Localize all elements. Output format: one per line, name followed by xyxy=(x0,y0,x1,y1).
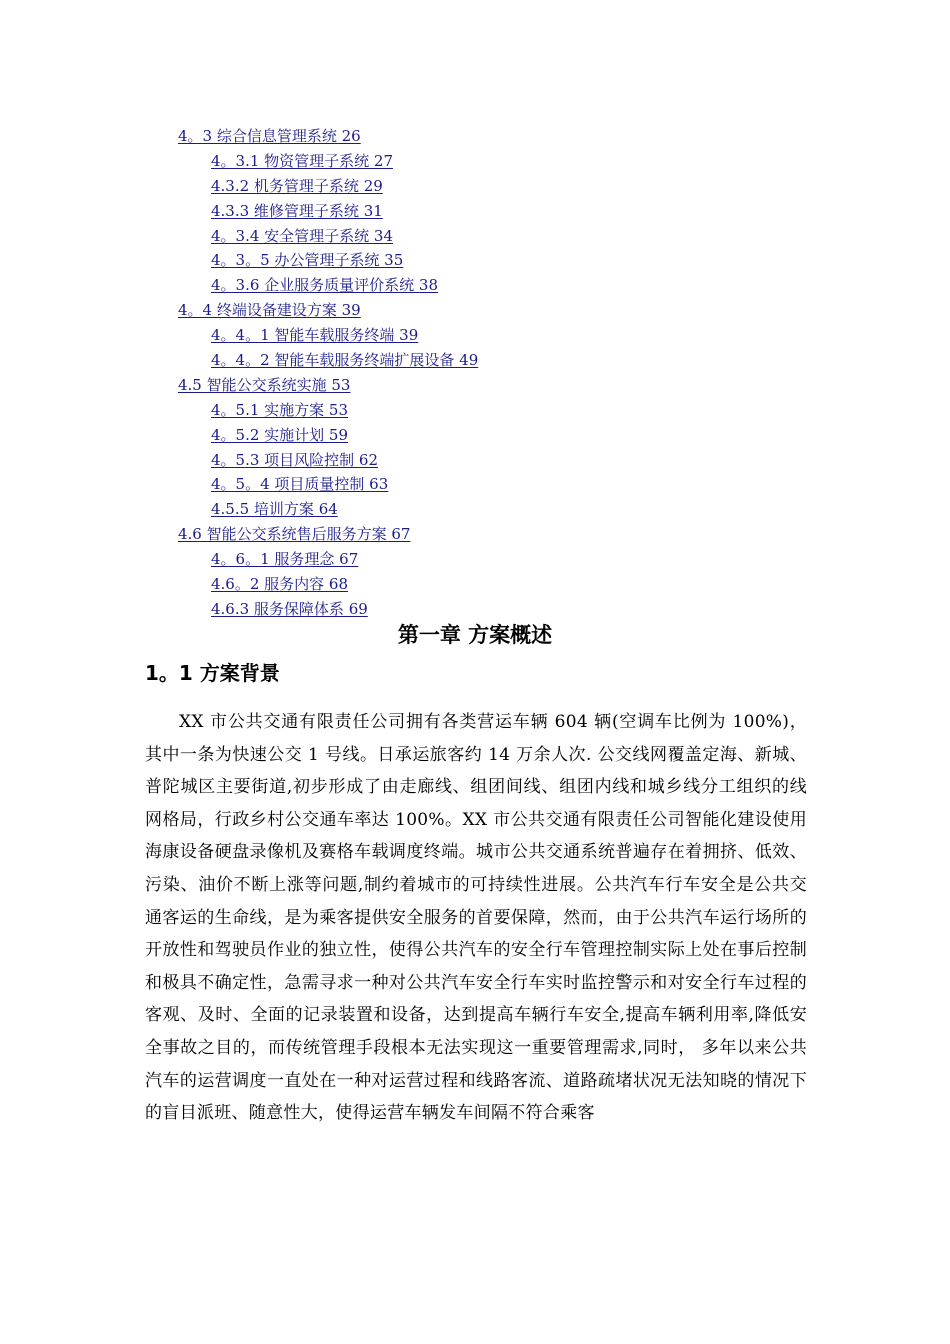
toc-item[interactable] xyxy=(0,273,950,298)
toc-link[interactable]: 4.6。2 服务内容 68 xyxy=(211,575,349,594)
toc-link[interactable]: 4.6 智能公交系统售后服务方案 67 xyxy=(178,525,411,544)
toc-link[interactable]: 4。4。2 智能车载服务终端扩展设备 49 xyxy=(211,351,479,370)
toc-item[interactable] xyxy=(0,423,950,448)
toc-link[interactable]: 4.5 智能公交系统实施 53 xyxy=(178,375,351,394)
toc-item[interactable] xyxy=(0,448,950,473)
toc-link[interactable]: 4。5.1 实施方案 53 xyxy=(211,400,349,419)
toc-link[interactable]: 4.3.3 维修管理子系统 31 xyxy=(211,201,383,220)
toc-item[interactable] xyxy=(0,199,950,224)
toc-link[interactable]: 4。3.1 物资管理子系统 27 xyxy=(211,151,394,170)
toc-item[interactable] xyxy=(0,124,950,149)
toc-link[interactable]: 4。3.6 企业服务质量评价系统 38 xyxy=(211,276,439,295)
body-paragraph: XX 市公共交通有限责任公司拥有各类营运车辆 604 辆(空调车比例为 100%)， 其中一条为快速公交 1 号线。日承运旅客约 14 万余人次. 公交线网覆盖定海、新城、普陀城区主要街道,初步形成了由走廊线、组团间线、组团内线和城乡线分工组织的线网格局，行政乡村公交通车率达 100%。XX 市公共交通有限责任公司智能化建设使用海康设备硬盘录像机及赛格车载调度终端。城市公共交通系统普遍存在着拥挤、低效、污染、油价不断上涨等问题,制约着城市的可持续性进展。公共汽车行车安全是公共交通客运的生命线，是为乘客提供安全服务的首要保障，然而，由于公共汽车运行场所的开放性和驾驶员作业的独立性，使得公共汽车的安全行车管理控制实际上处在事后控制和极具不确定性，急需寻求一种对公共汽车安全行车实时监控警示和对安全行车过程的客观、及时、全面的记录装置和设备，达到提高车辆行车安全,提高车辆利用率,降低安全事故之目的，而传统管理手段根本无法实现这一重要管理需求,同时， 多年以来公共汽车的运营调度一直处在一种对运营过程和线路客流、道路疏堵状况无法知晓的情况下的盲目派班、随意性大，使得运营车辆发车间隔不符合乘客 xyxy=(145,712,807,1124)
toc-link[interactable]: 4.5.5 培训方案 64 xyxy=(211,500,338,519)
toc-item[interactable] xyxy=(0,224,950,249)
toc-item[interactable] xyxy=(0,398,950,423)
toc-item[interactable] xyxy=(0,348,950,373)
toc-item[interactable] xyxy=(0,547,950,572)
toc-item[interactable] xyxy=(0,497,950,522)
toc-link[interactable]: 4。5.2 实施计划 59 xyxy=(211,425,349,444)
toc-link[interactable]: 4。6。1 服务理念 67 xyxy=(211,550,359,569)
toc-item[interactable] xyxy=(0,248,950,273)
toc-link[interactable]: 4。3 综合信息管理系统 26 xyxy=(178,127,361,145)
toc-link[interactable]: 4。5.3 项目风险控制 62 xyxy=(211,450,379,469)
toc-link[interactable]: 4。3.4 安全管理子系统 34 xyxy=(211,226,394,245)
toc-item[interactable] xyxy=(0,572,950,597)
toc-item[interactable] xyxy=(0,522,950,547)
table-of-contents xyxy=(0,124,950,622)
toc-link[interactable]: 4。4 终端设备建设方案 39 xyxy=(178,301,361,320)
toc-item[interactable] xyxy=(0,298,950,323)
toc-link[interactable]: 4。3。5 办公管理子系统 35 xyxy=(211,251,404,270)
toc-item[interactable] xyxy=(0,149,950,174)
toc-link[interactable]: 4.3.2 机务管理子系统 29 xyxy=(211,176,383,195)
toc-item[interactable] xyxy=(0,323,950,348)
toc-link[interactable]: 4。4。1 智能车载服务终端 39 xyxy=(211,326,419,345)
toc-link[interactable]: 4。5。4 项目质量控制 63 xyxy=(211,475,389,494)
toc-item[interactable] xyxy=(0,472,950,497)
chapter-title: 第一章 方案概述 xyxy=(397,622,553,647)
section-title: 1。1 方案背景 xyxy=(145,661,280,685)
toc-item[interactable] xyxy=(0,373,950,398)
toc-item[interactable] xyxy=(0,174,950,199)
toc-link[interactable]: 4.6.3 服务保障体系 69 xyxy=(211,599,368,618)
